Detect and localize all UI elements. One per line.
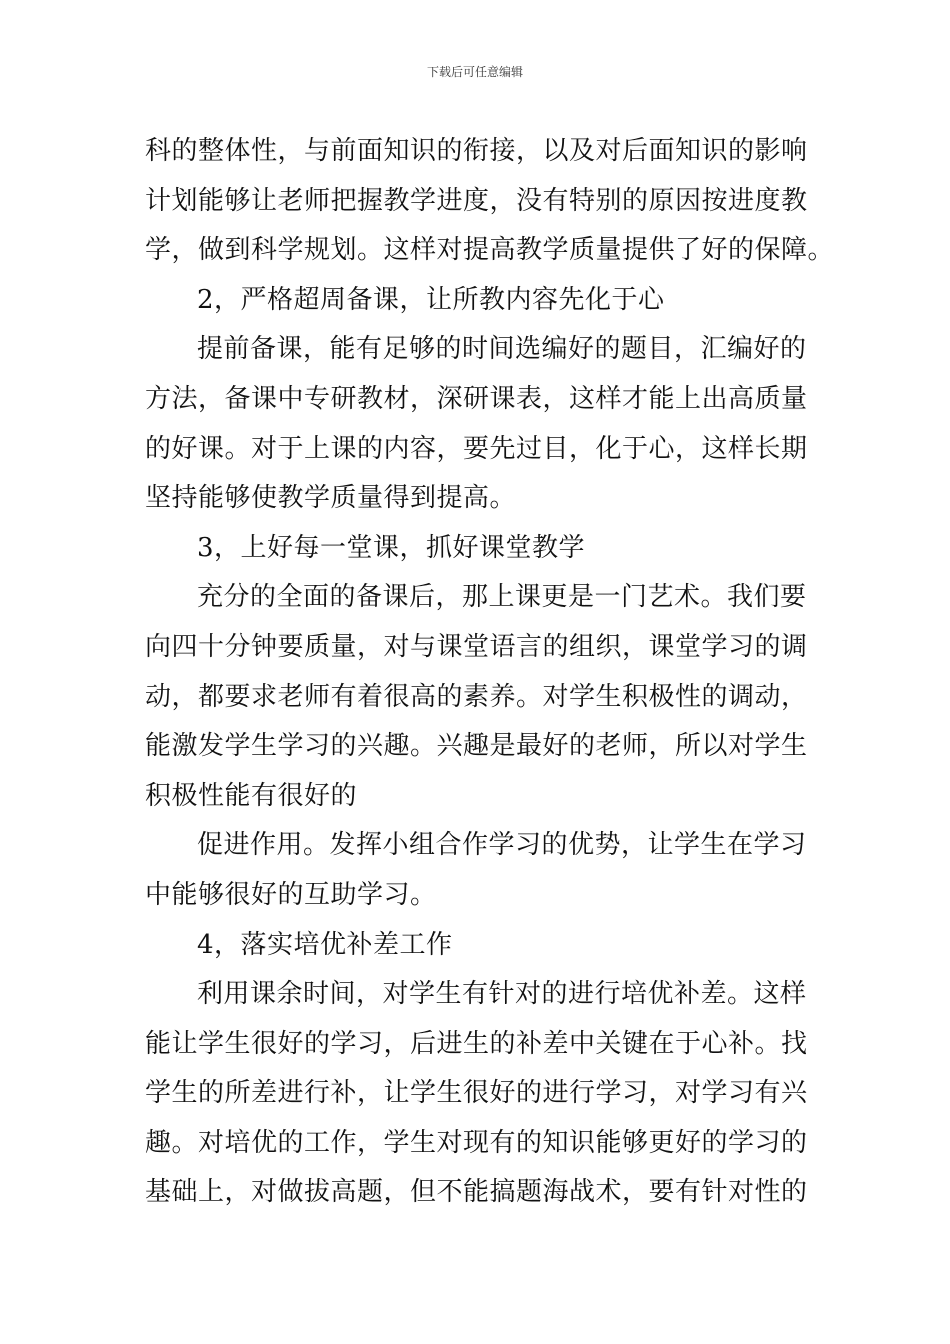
text-line: 能激发学生学习的兴趣。兴趣是最好的老师，所以对学生 xyxy=(145,731,808,762)
text-line: 科的整体性，与前面知识的衔接，以及对后面知识的影响 xyxy=(145,136,808,166)
text-line: 提前备课，能有足够的时间选编好的题目，汇编好的 xyxy=(197,334,807,365)
text-line: 的好课。对于上课的内容，要先过目，化于心，这样长期 xyxy=(145,433,808,464)
section-heading: 4，落实培优补差工作 xyxy=(197,929,453,960)
text-line: 利用课余时间，对学生有针对的进行培优补差。这样 xyxy=(197,979,807,1010)
text-line: 趣。对培优的工作，学生对现有的知识能够更好的学习的 xyxy=(145,1127,808,1158)
section-heading: 2，严格超周备课，让所教内容先化于心 xyxy=(197,284,665,315)
text-line: 学，做到科学规划。这样对提高教学质量提供了好的保障。 xyxy=(145,235,835,266)
text-line: 方法，备课中专研教材，深研课表，这样才能上出高质量 xyxy=(145,383,808,414)
text-line: 促进作用。发挥小组合作学习的优势，让学生在学习 xyxy=(197,830,807,861)
text-line: 积极性能有很好的 xyxy=(145,780,358,811)
document-body xyxy=(145,127,835,1218)
text-line: 中能够很好的互助学习。 xyxy=(145,879,437,910)
text-line: 基础上，对做拔高题，但不能搞题海战术，要有针对性的 xyxy=(145,1177,808,1208)
text-line: 学生的所差进行补，让学生很好的进行学习，对学习有兴 xyxy=(145,1078,808,1109)
text-line: 充分的全面的备课后，那上课更是一门艺术。我们要 xyxy=(197,582,807,613)
page-header: 下载后可任意编辑 xyxy=(426,65,523,79)
text-line: 坚持能够使教学质量得到提高。 xyxy=(145,483,517,514)
text-line: 向四十分钟要质量，对与课堂语言的组织，课堂学习的调 xyxy=(145,631,808,662)
text-line: 计划能够让老师把握教学进度，没有特别的原因按进度教 xyxy=(145,185,808,216)
section-heading: 3，上好每一堂课，抓好课堂教学 xyxy=(197,532,586,563)
text-line: 能让学生很好的学习，后进生的补差中关键在于心补。找 xyxy=(145,1028,808,1059)
text-line: 动，都要求老师有着很高的素养。对学生积极性的调动， xyxy=(145,681,808,712)
